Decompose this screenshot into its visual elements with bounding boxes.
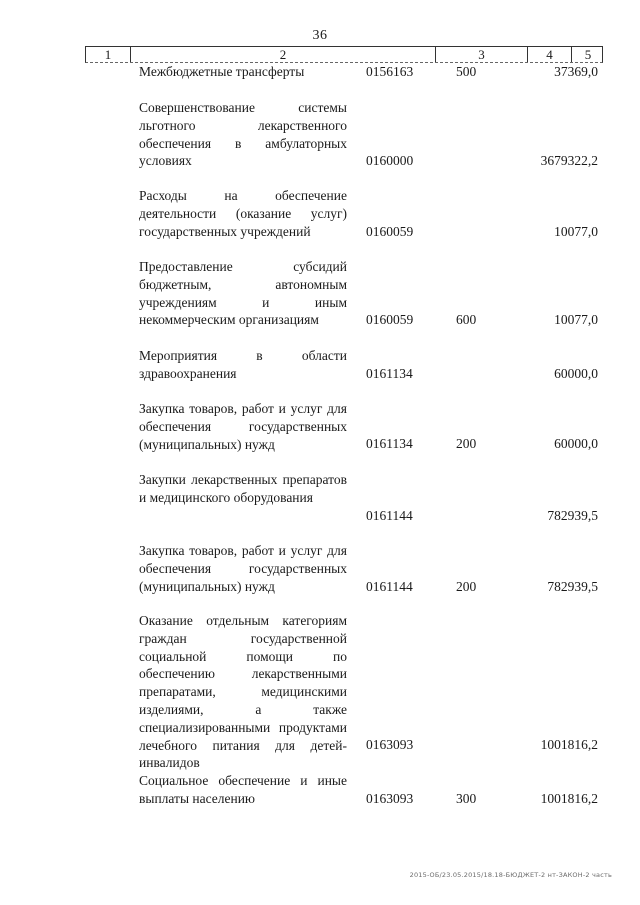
column-header-3: 3 <box>436 47 528 62</box>
row-description: Закупка товаров, работ и услуг для обеспечения государственных (муниципальных) нужд <box>139 543 347 594</box>
row-code: 0161134 <box>366 366 413 381</box>
page-number: 36 <box>312 28 328 43</box>
row-description: Социальное обеспечение и иные выплаты населению <box>139 773 347 806</box>
row-description: Расходы на обеспечение деятельности (оказание услуг) государственных учреждений <box>139 188 347 239</box>
row-amount: 1001816,2 <box>540 791 598 806</box>
row-amount: 10077,0 <box>554 224 598 239</box>
row-code: 0163093 <box>366 791 414 806</box>
column-header-2: 2 <box>131 47 436 62</box>
row-type: 200 <box>456 436 477 451</box>
row-description: Закупка товаров, работ и услуг для обеспечения государственных (муниципальных) нужд <box>139 401 347 452</box>
row-amount: 782939,5 <box>547 579 598 594</box>
row-type: 200 <box>456 579 477 594</box>
row-amount: 37369,0 <box>554 64 598 79</box>
row-amount: 782939,5 <box>547 508 598 523</box>
row-code: 0156163 <box>366 64 414 79</box>
row-code: 0163093 <box>366 737 414 752</box>
column-header-5: 5 <box>584 47 592 62</box>
row-code: 0160059 <box>366 312 414 327</box>
row-code: 0161144 <box>366 508 413 523</box>
row-code: 0160000 <box>366 153 414 168</box>
row-description: Закупки лекарственных препаратов и медицинского оборудования <box>139 472 347 505</box>
row-amount: 3679322,2 <box>540 153 598 168</box>
row-description: Совершенствование системы льготного лекарственного обеспечения в амбулаторных условиях <box>139 100 347 169</box>
row-amount: 60000,0 <box>554 436 598 451</box>
row-code: 0160059 <box>366 224 414 239</box>
column-header-1: 1 <box>86 47 131 62</box>
row-code: 0161144 <box>366 579 413 594</box>
row-description: Предоставление субсидий бюджетным, автономным учреждениям и иным некоммерческим организациям <box>139 259 347 328</box>
row-type: 600 <box>456 312 477 327</box>
row-type: 300 <box>456 791 477 806</box>
row-description: Мероприятия в области здравоохранения <box>139 348 347 381</box>
row-amount: 60000,0 <box>554 366 598 381</box>
row-description: Межбюджетные трансферты <box>139 64 305 79</box>
row-description: Оказание отдельным категориям граждан государственной социальной помощи по обеспечению лекарственными препаратами, медицинскими изделиями, а также специализированными продуктами лечебного питания для детей-инвалидов <box>139 613 347 771</box>
document-footer-code: 2015-ОБ/23.05.2015/18.18-БЮДЖЕТ-2 нт-ЗАКОН-2 часть <box>409 871 612 879</box>
row-type: 500 <box>456 64 477 79</box>
row-code: 0161134 <box>366 436 413 451</box>
column-header-4: 4 <box>528 47 572 62</box>
row-amount: 1001816,2 <box>540 737 598 752</box>
row-amount: 10077,0 <box>554 312 598 327</box>
